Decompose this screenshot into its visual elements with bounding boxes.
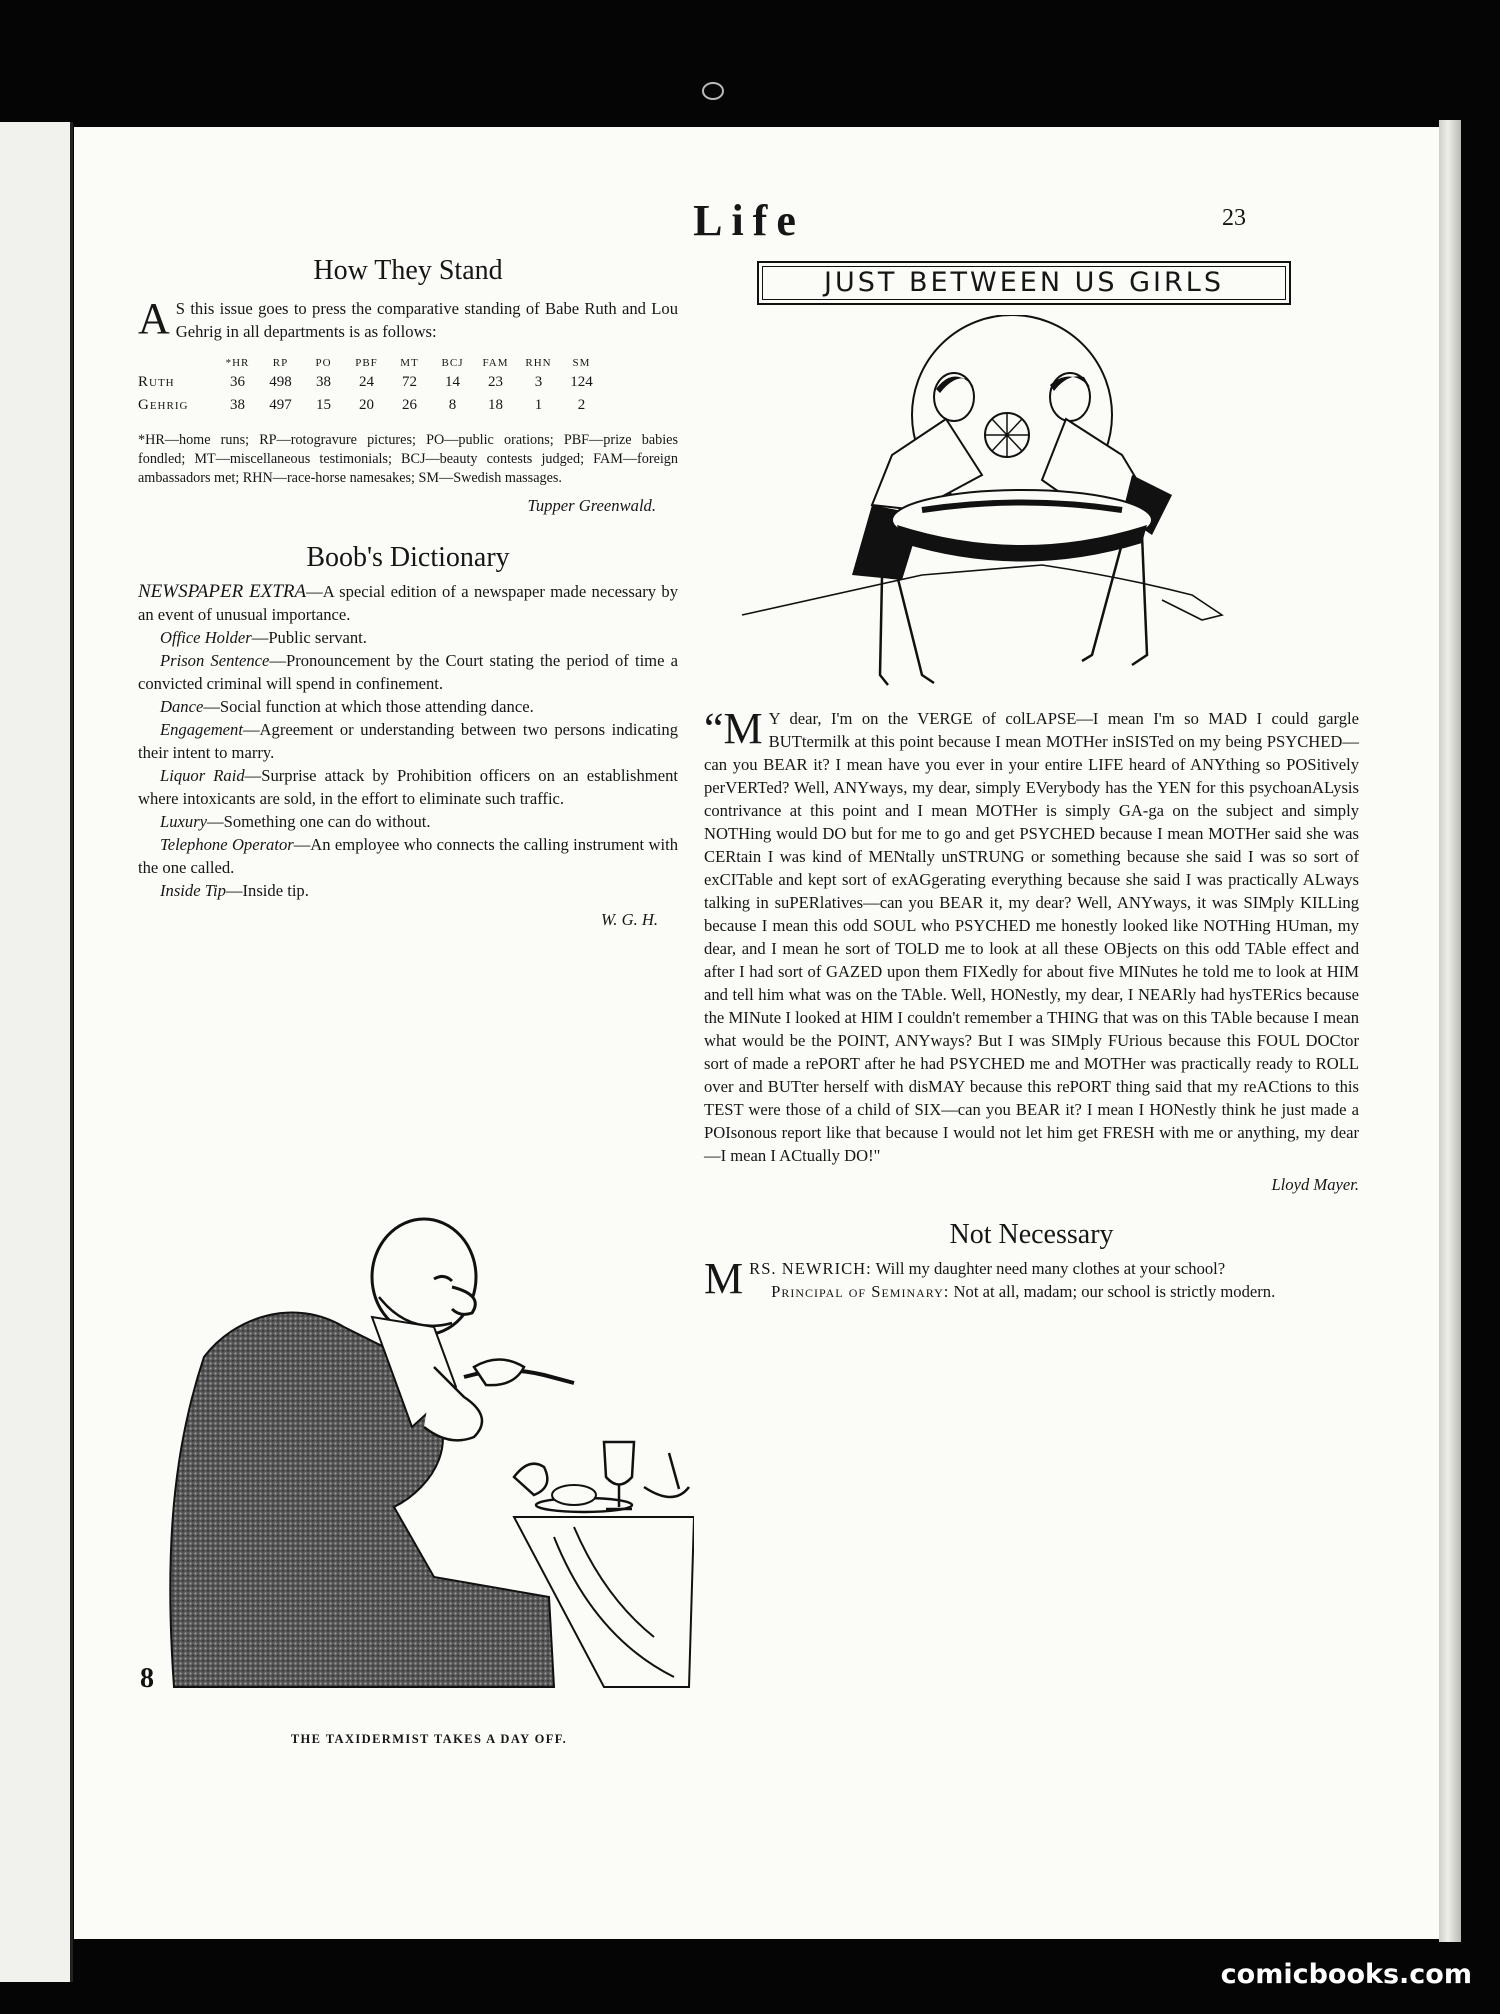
stat-cell: 2 xyxy=(577,397,586,413)
dictionary-term: Prison Sentence xyxy=(160,651,270,670)
watermark: comicbooks.com xyxy=(1220,1959,1472,1990)
stat-cell: 38 xyxy=(230,397,245,413)
not-necessary-line2: Principal of Seminary: Not at all, madam; our school is strictly modern. xyxy=(771,1282,1276,1301)
stat-cell: 24 xyxy=(359,374,374,390)
stats-col-header: *HR xyxy=(225,357,250,369)
stat-cell: 1 xyxy=(534,397,543,413)
stat-cell: 14 xyxy=(445,374,460,390)
dictionary-term: NEWSPAPER EXTRA xyxy=(138,581,307,602)
player-name: Gehrig xyxy=(138,397,189,413)
page-number: 23 xyxy=(1222,205,1246,231)
stat-cell: 8 xyxy=(448,397,457,413)
girls-body: “M Y dear, I'm on the VERGE of colLAPSE—I mean I'm so MAD I could gargle BUTtermilk at this point because I mean MOTHer inSISTed on my being PSYCHED—can you BEAR it? I mean have you ever in your entire LIFE heard of ANYthing so POSitively perVERTed? Well, ANYways, my dear, simply EVerybody has the YEN for this psychoanALysis contrivance at this point and I mean MOTHer is simply GA-ga on the subject and simply NOTHing would DO but for me to go and get PSYCHED because I mean MOTHer said she was CERtain I was kind of MENtally unSTRUNG or something because she said I was so sort of exCITable and kept sort of exAGgerating everything because she said I was practically ALways talking in suPERlatives—can you BEAR it, my dear? Well, ANYways, it was SIMply KILLing because I mean this odd SOUL who PSYCHED me honestly looked like NOTHing HUman, my dear, and I mean he sort of TOLD me to look at all these OBjects on this odd TAble effect and after I had sort of GAZED upon them FIXedly for about five MINutes he told me to look at HIM and tell him what was on the TAble. Well, HONestly, my dear, I NEARly had hysTERics because the MINute I looked at HIM I couldn't remember a THING that was on this TAble because I mean what would be the POINT, ANYways? But I was SIMply FUrious because this FOUL DOCtor sort of made a rePORT after he had PSYCHED me and MOTHer was practically ready to ROLL over and BUTter herself with disMAY because this rePORT thing said that my reACtions to this TEST were those of a child of SIX—can you BEAR it? I mean I HONestly think he just made a POIsonous report like that because I would not let him get FRESH with me or anything, my dear—I mean I ACtually DO!" xyxy=(704,704,1359,1165)
taxidermist-cartoon xyxy=(134,1217,694,1737)
dictionary-entry: Inside Tip—Inside tip. xyxy=(160,881,309,900)
stats-col-header: RHN xyxy=(525,357,552,369)
dictionary-entry: Dance—Social function at which those attending dance. xyxy=(160,697,534,716)
not-necessary-article xyxy=(704,1219,1359,1303)
stat-cell: 498 xyxy=(269,374,292,390)
stats-col-header: SM xyxy=(572,357,591,369)
stats-col-header: FAM xyxy=(482,357,509,369)
left-column xyxy=(138,255,678,930)
stats-table xyxy=(138,355,603,417)
dictionary-entries xyxy=(138,580,678,902)
dictionary-term: Inside Tip xyxy=(160,881,226,900)
dropcap: “M xyxy=(704,704,763,753)
how-they-stand-article xyxy=(138,255,678,516)
not-necessary-heading: Not Necessary xyxy=(949,1219,1114,1250)
reclining-figure-outline xyxy=(742,565,1222,620)
stats-header-row xyxy=(138,355,603,371)
cartoon-caption: THE TAXIDERMIST TAKES A DAY OFF. xyxy=(290,1732,568,1746)
stat-cell: 18 xyxy=(488,397,503,413)
dropcap: A xyxy=(138,294,170,343)
dictionary-heading: Boob's Dictionary xyxy=(306,542,510,573)
left-page-edge xyxy=(0,122,73,1982)
dictionary-term: Liquor Raid xyxy=(160,766,245,785)
girls-title: JUST BETWEEN US GIRLS xyxy=(757,261,1291,305)
stats-col-header: PBF xyxy=(355,357,378,369)
bowl-icon xyxy=(644,1487,689,1497)
stat-cell: 72 xyxy=(402,374,417,390)
stat-cell: 26 xyxy=(402,397,417,413)
taxidermist-figure xyxy=(170,1219,574,1687)
artist-monogram: 8 xyxy=(140,1663,154,1694)
magazine-page xyxy=(74,127,1439,1939)
dictionary-entry: Engagement—Agreement or understanding between two persons indicating their intent to marry. xyxy=(138,720,678,762)
flapper-girls-illustration xyxy=(722,315,1322,695)
signature: Tupper Greenwald. xyxy=(527,496,656,515)
stat-cell: 20 xyxy=(359,397,374,413)
player-name: Ruth xyxy=(138,374,175,390)
stat-cell: 3 xyxy=(534,374,543,390)
stats-row-gehrig xyxy=(138,394,603,417)
dictionary-entry: Liquor Raid—Surprise attack by Prohibition officers on an establishment where intoxicants are sold, in the effort to eliminate such traffic. xyxy=(138,766,678,808)
how-they-stand-heading: How They Stand xyxy=(313,255,503,286)
dropcap: M xyxy=(704,1254,744,1303)
dictionary-term: Engagement xyxy=(160,720,243,739)
dictionary-entry: Telephone Operator—An employee who connects the calling instrument with the one called. xyxy=(138,835,678,877)
dictionary-term: Luxury xyxy=(160,812,208,831)
how-they-stand-intro: A S this issue goes to press the comparative standing of Babe Ruth and Lou Gehrig in all departments is as follows: xyxy=(138,294,678,343)
stats-col-header: BCJ xyxy=(441,357,464,369)
stats-col-header: RP xyxy=(272,357,289,369)
stat-cell: 38 xyxy=(316,374,331,390)
parasol-table xyxy=(892,490,1152,562)
stat-cell: 15 xyxy=(316,397,331,413)
dictionary-entry: Luxury—Something one can do without. xyxy=(160,812,431,831)
stat-cell: 124 xyxy=(570,374,593,390)
stats-footnote: *HR—home runs; RP—rotogravure pictures; PO—public orations; PBF—prize babies fondled; MT—miscellaneous testimonials; BCJ—beauty contests judged; FAM—foreign ambassadors met; RHN—race-horse namesakes; SM—Swedish massages. xyxy=(138,432,678,486)
stat-cell: 23 xyxy=(488,374,503,390)
dictionary-entry: Office Holder—Public servant. xyxy=(160,628,367,647)
signature: W. G. H. xyxy=(600,910,658,929)
binding-hole xyxy=(702,82,724,100)
stats-col-header: MT xyxy=(400,357,419,369)
dictionary-term: Telephone Operator xyxy=(160,835,294,854)
right-column xyxy=(704,704,1359,1303)
not-necessary-line1: MRS. NEWRICH: Will my daughter need many clothes at your school? xyxy=(704,1254,1226,1303)
stats-row-ruth xyxy=(138,371,603,394)
dictionary-entry: Prison Sentence—Pronouncement by the Court stating the period of time a convicted criminal will spend in confinement. xyxy=(138,651,678,693)
wine-glass-icon xyxy=(604,1442,634,1485)
just-between-us-girls-article xyxy=(704,704,1359,1195)
dictionary-term: Office Holder xyxy=(160,628,252,647)
masthead: Life xyxy=(693,196,805,245)
signature: Lloyd Mayer. xyxy=(1271,1175,1359,1194)
stats-col-header: PO xyxy=(315,357,332,369)
boobs-dictionary-article xyxy=(138,542,678,930)
dictionary-term: Dance xyxy=(160,697,204,716)
stat-cell: 497 xyxy=(269,397,292,413)
page-stack-edge xyxy=(1439,120,1461,1942)
stat-cell: 36 xyxy=(230,374,245,390)
dictionary-entry: NEWSPAPER EXTRA—A special edition of a newspaper made necessary by an event of unusual importance. xyxy=(138,581,678,624)
